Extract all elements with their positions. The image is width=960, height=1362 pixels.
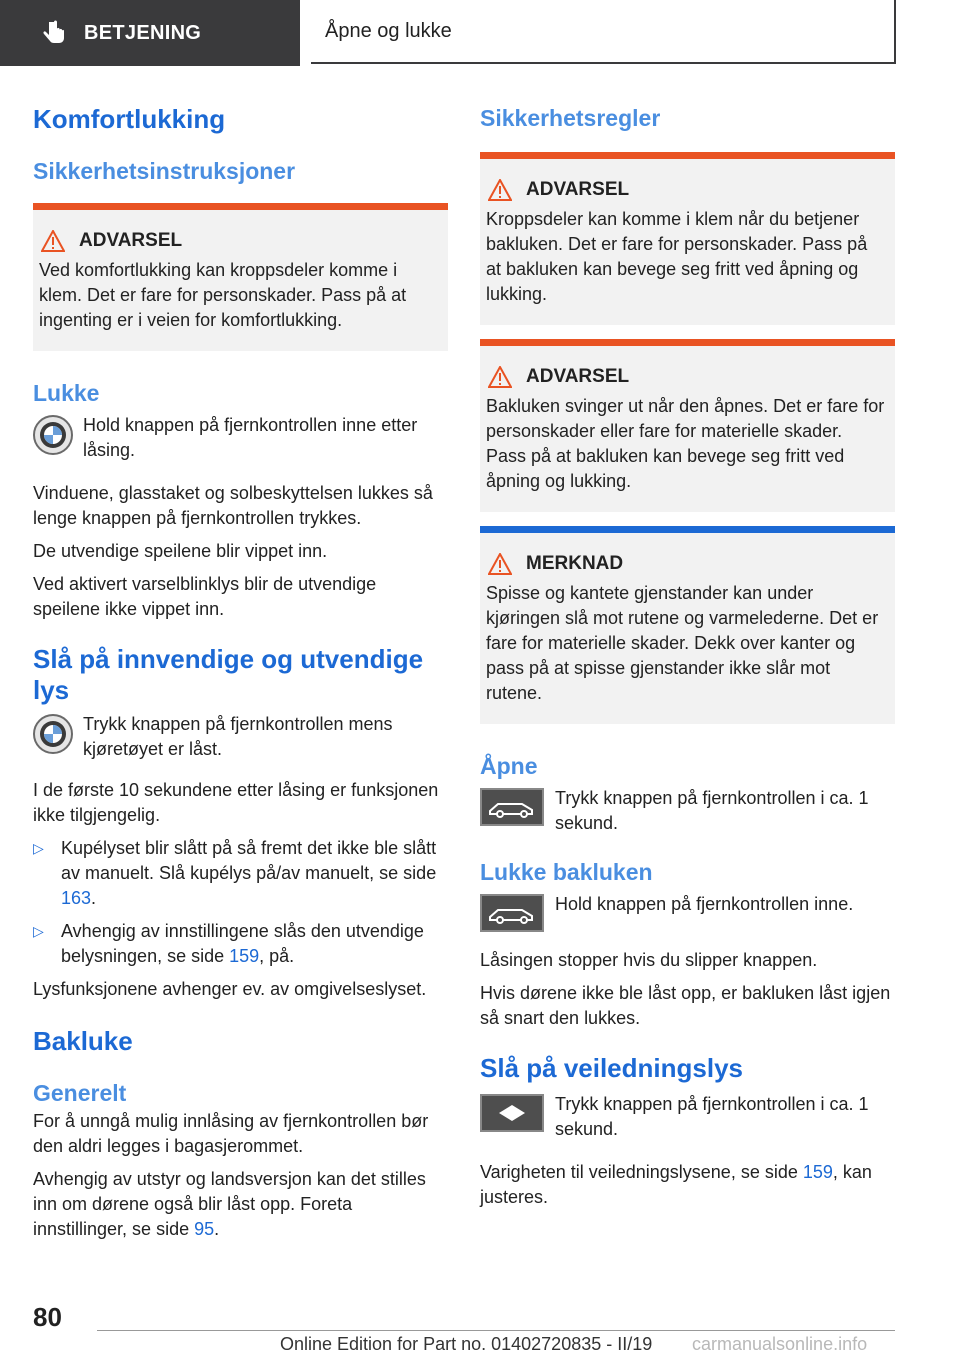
edition-text: Online Edition for Part no. 01402720835 - II/19 xyxy=(280,1334,653,1354)
page-link-95[interactable]: 95 xyxy=(194,1219,215,1239)
triangle-bullet-icon: ▷ xyxy=(33,840,44,856)
heading-veiledningslys: Slå på veiledningslys xyxy=(480,1053,743,1083)
page-header xyxy=(0,0,960,66)
warning-box-komfort xyxy=(33,203,448,351)
veiledning-instruction xyxy=(480,1092,895,1142)
note-box xyxy=(480,526,895,724)
page-link-163[interactable]: 163 xyxy=(61,888,92,908)
heading-lukke-bakluken: Lukke bakluken xyxy=(480,859,653,885)
heading-lukke: Lukke xyxy=(33,380,100,406)
warning-box-swing xyxy=(480,339,895,512)
lukke-bak-instruction xyxy=(480,892,895,932)
list-item: ▷ Kupélyset blir slått på så fremt det ikke ble slått av manuelt. Slå kupélys på/av manuelt, se side 163. xyxy=(33,838,437,908)
paragraph: Lysfunksjonene avhenger ev. av omgivelseslyset. xyxy=(33,979,427,999)
paragraph: Vinduene, glasstaket og solbeskyttelsen lukkes så lenge knappen på fjernkontrollen trykkes. xyxy=(33,483,433,528)
warning-text: Bakluken svinger ut når den åpnes. Det er fare for personskader eller fare for materielle skader. Pass på at bakluken kan bevege seg fritt ved åpning og lukking. xyxy=(486,396,885,491)
paragraph: Låsingen stopper hvis du slipper knappen. xyxy=(480,950,818,970)
heading-bakluke: Bakluke xyxy=(33,1026,133,1056)
veiledning-text: Trykk knappen på fjernkontrollen i ca. 1 sekund. xyxy=(555,1094,869,1139)
lukke-text: Hold knappen på fjernkontrollen inne etter låsing. xyxy=(83,415,418,460)
warning-triangle-icon xyxy=(41,230,65,252)
lukke-instruction xyxy=(33,413,448,463)
chapter-title-box xyxy=(311,0,896,64)
heading-sikkerhetsinstruksjoner: Sikkerhetsinstruksjoner xyxy=(33,158,296,184)
apne-instruction xyxy=(480,786,895,836)
lukke-bak-text: Hold knappen på fjernkontrollen inne. xyxy=(555,894,854,914)
warning-triangle-icon xyxy=(488,366,512,388)
heading-sikkerhetsregler: Sikkerhetsregler xyxy=(480,105,661,131)
page-link-159[interactable]: 159 xyxy=(229,946,260,966)
warning-title: ADVARSEL xyxy=(39,230,438,252)
diamond-button-icon xyxy=(480,1094,544,1132)
footer-divider xyxy=(97,1330,895,1331)
heading-komfortlukking: Komfortlukking xyxy=(33,104,226,134)
heading-generelt: Generelt xyxy=(33,1080,127,1106)
bmw-key-icon xyxy=(33,714,73,754)
warning-triangle-icon xyxy=(488,553,512,575)
lys-text: Trykk knappen på fjernkontrollen mens kjøretøyet er låst. xyxy=(83,714,393,759)
bullet-list xyxy=(33,836,448,969)
page-footer xyxy=(0,1290,960,1362)
triangle-bullet-icon: ▷ xyxy=(33,923,44,939)
heading-lys: Slå på innvendige og utvendige lys xyxy=(33,644,424,705)
lys-instruction xyxy=(33,712,448,762)
paragraph: Ved aktivert varselblinklys blir de utvendige speilene ikke vippet inn. xyxy=(33,574,377,619)
note-title: MERKNAD xyxy=(486,553,885,575)
note-text: Spisse og kantete gjenstander kan under kjøringen slå mot rutene og varmelederne. Det er fare for materielle skader. Dekk over kanter og pass på at spisse gjenstander ikke slår mot rutene. xyxy=(486,583,879,703)
section-tab xyxy=(0,0,300,66)
paragraph: Varigheten til veiledningslysene, se side 159, kan justeres. xyxy=(480,1162,872,1207)
apne-text: Trykk knappen på fjernkontrollen i ca. 1 sekund. xyxy=(555,788,869,833)
car-trunk-button-icon xyxy=(480,788,544,826)
warning-title: ADVARSEL xyxy=(486,366,885,388)
warning-text: Ved komfortlukking kan kroppsdeler komme i klem. Det er fare for personskader. Pass på at ingenting er i veien for komfortlukking. xyxy=(39,260,407,330)
paragraph: I de første 10 sekundene etter låsing er funksjonen ikke tilgjengelig. xyxy=(33,780,439,825)
right-column xyxy=(480,96,895,1210)
paragraph: For å unngå mulig innlåsing av fjernkontrollen bør den aldri legges i bagasjerommet. xyxy=(33,1111,429,1156)
left-column xyxy=(33,96,448,1242)
list-item: ▷ Avhengig av innstillingene slås den utvendige belysningen, se side 159, på. xyxy=(33,921,424,966)
warning-box-bakluke xyxy=(480,152,895,325)
watermark: carmanualsonline.info xyxy=(692,1334,868,1354)
paragraph: Avhengig av utstyr og landsversjon kan det stilles inn om dørene også blir låst opp. Foreta innstillinger, se side 95. xyxy=(33,1169,426,1239)
hand-pointer-icon xyxy=(40,19,68,47)
chapter-title: Åpne og lukke xyxy=(325,19,452,42)
warning-text: Kroppsdeler kan komme i klem når du betjener bakluken. Det er fare for personskader. Pass på at bakluken kan bevege seg fritt ved åpning og lukking. xyxy=(486,209,868,304)
page-number: 80 xyxy=(33,1302,62,1332)
bmw-key-icon xyxy=(33,415,73,455)
heading-apne: Åpne xyxy=(480,753,538,779)
warning-title: ADVARSEL xyxy=(486,179,885,201)
page-link-159[interactable]: 159 xyxy=(802,1162,833,1182)
section-label: BETJENING xyxy=(84,21,202,44)
paragraph: De utvendige speilene blir vippet inn. xyxy=(33,541,328,561)
car-trunk-button-icon xyxy=(480,894,544,932)
paragraph: Hvis dørene ikke ble låst opp, er bakluken låst igjen så snart den lukkes. xyxy=(480,983,891,1028)
warning-triangle-icon xyxy=(488,179,512,201)
